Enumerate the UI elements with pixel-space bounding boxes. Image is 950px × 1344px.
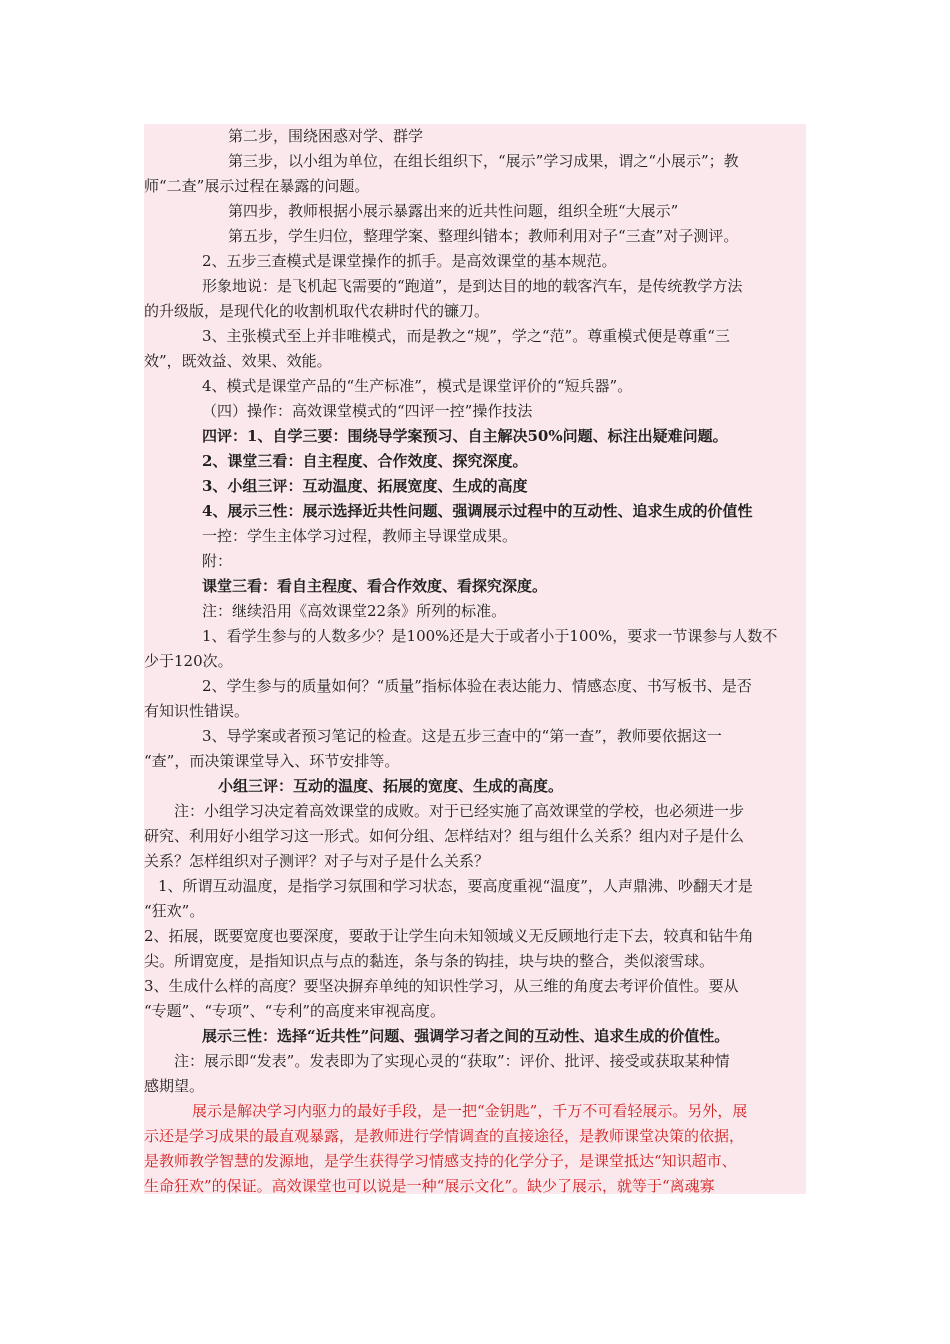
text-line: 效”，既效益、效果、效能。 (144, 352, 332, 370)
text-line: 注：继续沿用《高效课堂22条》所列的标准。 (202, 602, 507, 620)
text-line: 有知识性错误。 (144, 702, 250, 720)
text-line: 2、课堂三看：自主程度、合作效度、探究深度。 (202, 452, 528, 470)
text-line: 师“二查”展示过程在暴露的问题。 (144, 177, 370, 195)
text-line: 第二步，围绕困惑对学、群学 (228, 127, 424, 145)
text-line: “狂欢”。 (144, 902, 205, 920)
text-line: 2、拓展，既要宽度也要深度，要敢于让学生向未知领域义无反顾地行走下去，较真和钻牛角 (144, 927, 754, 945)
text-line: 4、展示三性：展示选择近共性问题、强调展示过程中的互动性、追求生成的价值性 (202, 502, 753, 520)
text-line: 第五步，学生归位，整理学案、整理纠错本；教师利用对子“三查”对子测评。 (228, 227, 739, 245)
text-line: （四）操作：高效课堂模式的“四评一控”操作技法 (202, 402, 533, 420)
text-line: 课堂三看：看自主程度、看合作效度、看探究深度。 (202, 577, 548, 595)
text-line: 第四步，教师根据小展示暴露出来的近共性问题，组织全班“大展示” (228, 202, 679, 220)
text-line: 示还是学习成果的最直观暴露，是教师进行学情调查的直接途径，是教师课堂决策的依据， (144, 1127, 745, 1145)
text-line: 3、主张模式至上并非唯模式，而是教之“规”，学之“范”。尊重模式便是尊重“三 (202, 327, 730, 345)
text-line: 1、看学生参与的人数多少？是100%还是大于或者小于100%，要求一节课参与人数不 (202, 627, 778, 645)
text-line: 展示是解决学习内驱力的最好手段，是一把“金钥匙”，千万不可看轻展示。另外，展 (192, 1102, 748, 1120)
text-line: 关系？怎样组织对子测评？对子与对子是什么关系？ (144, 852, 490, 870)
text-line: 2、五步三查模式是课堂操作的抓手。是高效课堂的基本规范。 (202, 252, 617, 270)
text-line: 小组三评：互动的温度、拓展的宽度、生成的高度。 (218, 777, 564, 795)
text-line: 是教师教学智慧的发源地，是学生获得学习情感支持的化学分子，是课堂抵达“知识超市、 (144, 1152, 737, 1170)
text-line: 感期望。 (144, 1077, 205, 1095)
text-line: 1、所谓互动温度，是指学习氛围和学习状态，要高度重视“温度”，人声鼎沸、吵翻天才是 (158, 877, 753, 895)
text-line: 尖。所谓宽度，是指知识点与点的黏连，条与条的钩挂，块与块的整合，类似滚雪球。 (144, 952, 715, 970)
text-line: “查”，而决策课堂导入、环节安排等。 (144, 752, 400, 770)
text-line: 展示三性：选择“近共性”问题、强调学习者之间的互动性、追求生成的价值性。 (202, 1027, 730, 1045)
text-line: 生命狂欢”的保证。高效课堂也可以说是一种“展示文化”。缺少了展示，就等于“离魂寡 (144, 1177, 715, 1194)
text-line: 少于120次。 (144, 652, 233, 670)
text-line: 第三步，以小组为单位，在组长组织下，“展示”学习成果，谓之“小展示”；教 (228, 152, 739, 170)
text-line: 附： (202, 552, 233, 570)
text-line: 研究、利用好小组学习这一形式。如何分组、怎样结对？组与组什么关系？组内对子是什么 (144, 827, 745, 845)
text-line: 3、小组三评：互动温度、拓展宽度、生成的高度 (202, 477, 528, 495)
text-line: 一控：学生主体学习过程，教师主导课堂成果。 (202, 527, 518, 545)
text-line: 的升级版，是现代化的收割机取代农耕时代的镰刀。 (144, 302, 490, 320)
text-line: 4、模式是课堂产品的“生产标准”，模式是课堂评价的“短兵器”。 (202, 377, 633, 395)
text-line: “专题”、“专项”、“专利”的高度来审视高度。 (144, 1002, 446, 1020)
text-line: 3、生成什么样的高度？要坚决摒弃单纯的知识性学习，从三维的角度去考评价值性。要从 (144, 977, 739, 995)
text-line: 3、导学案或者预习笔记的检查。这是五步三查中的“第一查”，教师要依据这一 (202, 727, 722, 745)
text-line: 注：小组学习决定着高效课堂的成败。对于已经实施了高效课堂的学校，也必须进一步 (174, 802, 745, 820)
text-line: 四评：1、自学三要：围绕导学案预习、自主解决50%问题、标注出疑难问题。 (202, 427, 728, 445)
text-line: 注：展示即“发表”。发表即为了实现心灵的“获取”：评价、批评、接受或获取某种情 (174, 1052, 730, 1070)
text-line: 形象地说：是飞机起飞需要的“跑道”，是到达目的地的载客汽车，是传统教学方法 (202, 277, 743, 295)
highlighted-text-block (144, 124, 806, 1194)
text-line: 2、学生参与的质量如何？“质量”指标体验在表达能力、情感态度、书写板书、是否 (202, 677, 752, 695)
